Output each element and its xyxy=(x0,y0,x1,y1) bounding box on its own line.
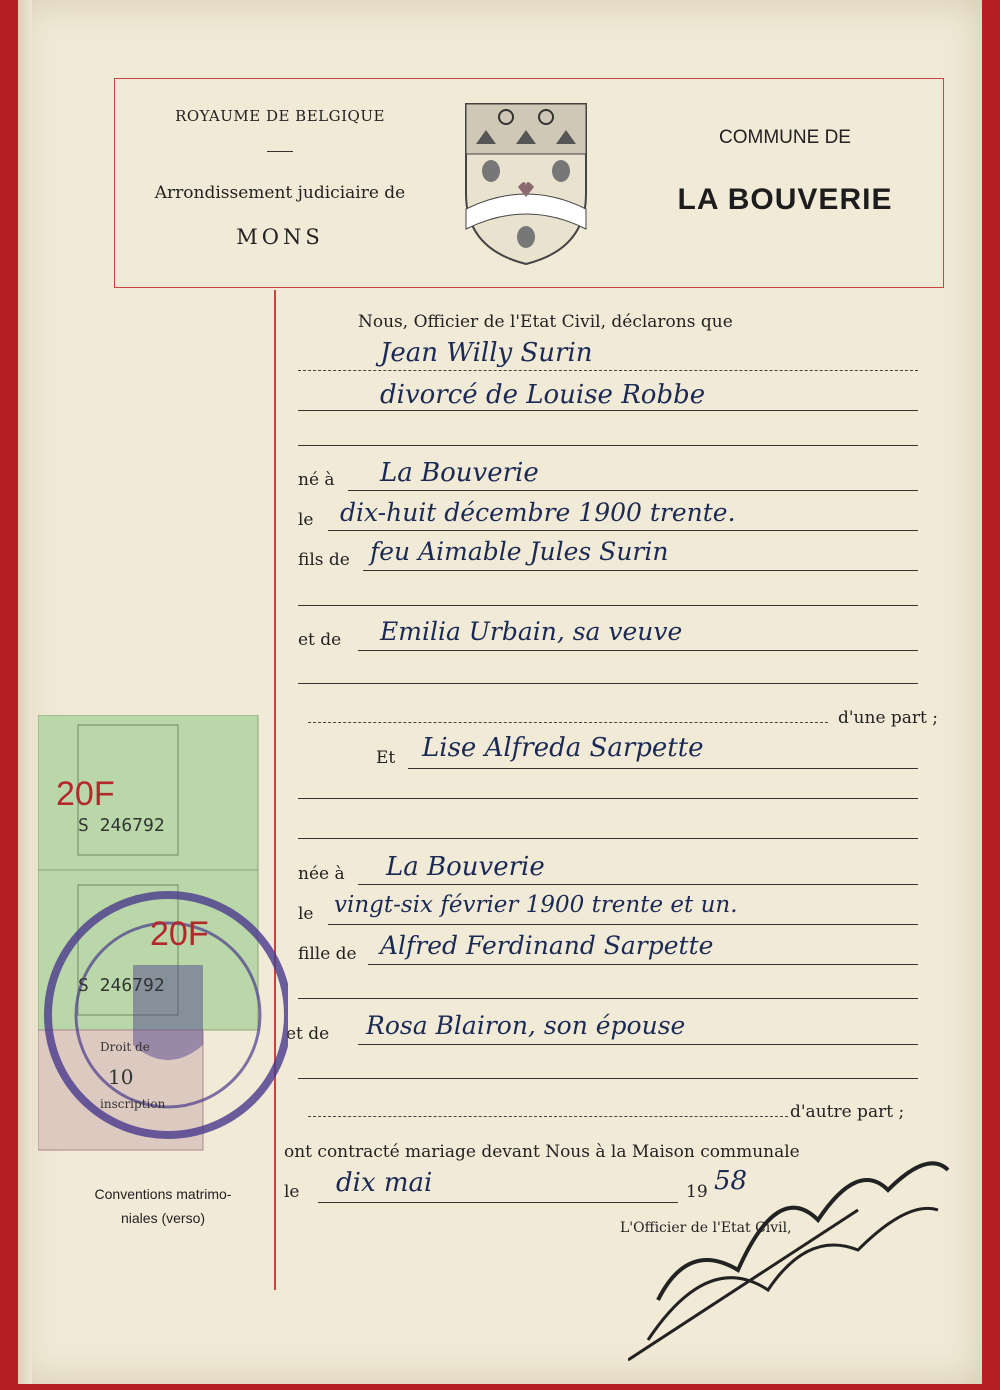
bride-mother: Rosa Blairon, son épouse xyxy=(366,1011,686,1040)
side-note xyxy=(58,1182,268,1230)
commune-name: LA BOUVERIE xyxy=(677,183,893,216)
blank-line xyxy=(298,445,918,446)
and-of-label: et de xyxy=(298,630,342,650)
commune-prefix: COMMUNE DE xyxy=(719,127,851,148)
fee-value: 10 xyxy=(108,1065,134,1089)
officer-signature xyxy=(628,1140,968,1370)
born-at-label: née à xyxy=(298,864,345,884)
one-part-line xyxy=(308,722,828,723)
fee-sub: inscription xyxy=(100,1097,166,1111)
groom-status: divorcé de Louise Robbe xyxy=(380,380,706,410)
other-part-label: d'autre part ; xyxy=(790,1102,905,1122)
contracted-text: ont contracté mariage devant Nous à la Maison communale xyxy=(284,1142,800,1162)
groom-father-line xyxy=(363,570,918,571)
kingdom-label: ROYAUME DE BELGIQUE xyxy=(175,107,385,125)
header-box xyxy=(114,78,944,288)
groom-status-line xyxy=(298,410,918,411)
page-spine xyxy=(18,0,32,1384)
coat-of-arms-icon xyxy=(461,99,591,269)
side-note-line1: Conventions matrimo- xyxy=(94,1186,232,1202)
blank-line xyxy=(298,998,918,999)
blank-line xyxy=(298,1078,918,1079)
groom-mother-line xyxy=(358,650,918,651)
fee-label: Droit de xyxy=(100,1040,150,1054)
officer-label: L'Officier de l'Etat Civil, xyxy=(620,1220,792,1236)
groom-birthdate: dix-huit décembre 1900 trente. xyxy=(340,498,736,527)
fiscal-serial-1: S 246792 xyxy=(78,815,165,836)
bride-birthdate-line xyxy=(328,924,918,925)
fiscal-value-1: 20F xyxy=(56,775,115,813)
bride-father: Alfred Ferdinand Sarpette xyxy=(380,931,714,960)
bride-name-line xyxy=(408,768,918,769)
bride-name: Lise Alfreda Sarpette xyxy=(422,733,704,763)
daughter-of-label: fille de xyxy=(298,944,357,964)
groom-name: Jean Willy Surin xyxy=(380,338,593,368)
stamp-area xyxy=(38,715,288,1155)
bride-birthdate: vingt-six février 1900 trente et un. xyxy=(334,892,738,918)
certificate-page xyxy=(18,0,982,1384)
and-label: Et xyxy=(376,748,396,768)
born-at-label: né à xyxy=(298,470,335,490)
date-label: le xyxy=(284,1182,300,1202)
bride-birthplace: La Bouverie xyxy=(386,852,545,882)
groom-birthplace-line xyxy=(348,490,918,491)
date-label: le xyxy=(298,510,314,530)
other-part-line xyxy=(308,1116,788,1117)
side-note-line2: niales (verso) xyxy=(120,1210,206,1226)
groom-father: feu Aimable Jules Surin xyxy=(370,537,669,566)
and-of-label: et de xyxy=(286,1024,330,1044)
fiscal-serial-2: S 246792 xyxy=(78,975,165,996)
district-prefix: Arrondissement judiciaire de xyxy=(154,183,406,203)
blank-line xyxy=(298,798,918,799)
marriage-date: dix mai xyxy=(336,1168,433,1198)
bride-mother-line xyxy=(358,1044,918,1045)
year-suffix: 58 xyxy=(714,1166,748,1196)
marriage-date-line xyxy=(318,1202,678,1203)
blank-line xyxy=(298,605,918,606)
fiscal-value-2: 20F xyxy=(150,915,209,953)
groom-mother: Emilia Urbain, sa veuve xyxy=(380,617,683,646)
district-name: MONS xyxy=(236,225,324,249)
bride-father-line xyxy=(368,964,918,965)
date-label: le xyxy=(298,904,314,924)
header-divider xyxy=(267,151,293,152)
year-prefix: 19 xyxy=(686,1182,708,1202)
groom-birthplace: La Bouverie xyxy=(380,458,539,488)
bride-birthplace-line xyxy=(358,884,918,885)
one-part-label: d'une part ; xyxy=(838,708,939,728)
son-of-label: fils de xyxy=(298,550,350,570)
blank-line xyxy=(298,838,918,839)
groom-birthdate-line xyxy=(328,530,918,531)
blank-line xyxy=(298,683,918,684)
groom-name-line xyxy=(298,370,918,371)
intro-text: Nous, Officier de l'Etat Civil, déclarons que xyxy=(358,312,733,332)
